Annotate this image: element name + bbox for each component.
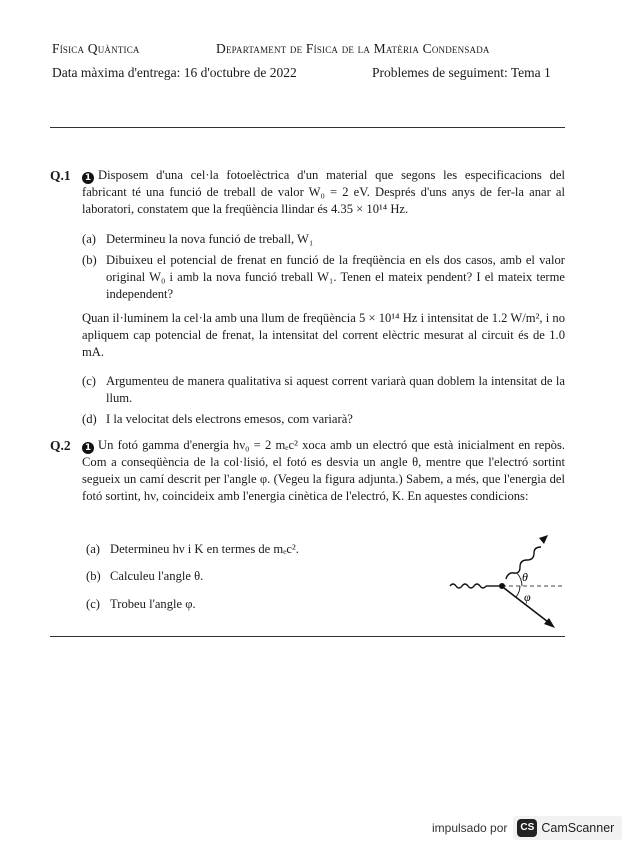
- difficulty-badge: 1: [82, 172, 94, 184]
- q1-intro-text: Disposem d'una cel·la fotoelèctrica d'un material que segons les especificacions del fabricant té una funció de treball de valor W₀ = 2 eV. Després d'uns anys de fer-la anar al laboratori, constatem que la freqüència llindar és 4.35 × 10¹⁴ Hz.: [82, 168, 565, 216]
- item-text: Argumenteu de manera qualitativa si aquest corrent variarà quan doblem la intensitat de la llum.: [106, 374, 565, 405]
- camscanner-name: CamScanner: [541, 821, 615, 835]
- q1-middle-text: Quan il·luminem la cel·la amb una llum de freqüència 5 × 10¹⁴ Hz i intensitat de 1.2 W/m², i no apliquem cap potencial de frenat, la intensitat del corrent elèctric mesurat al circuit és de 1.0 mA.: [82, 311, 565, 359]
- top-divider: [50, 127, 565, 128]
- q2-item-c: [86, 596, 406, 613]
- bottom-divider: [50, 636, 565, 637]
- item-label: (c): [82, 374, 96, 388]
- item-label: (c): [86, 597, 100, 611]
- q1-item-a: [82, 231, 565, 248]
- difficulty-badge: 1: [82, 442, 94, 454]
- item-label: (b): [82, 253, 97, 267]
- powered-by-text: impulsado por: [432, 821, 508, 835]
- item-text: Dibuixeu el potencial de frenat en funció de la freqüència en els dos casos, amb el valor original W₀ i amb la nova funció treball W₁. Tenen el mateix pendent? I el mateix terme independent?: [106, 253, 565, 301]
- camscanner-badge: [513, 816, 622, 840]
- incoming-photon-wave: [450, 584, 486, 588]
- item-text: Calculeu l'angle θ.: [110, 569, 204, 583]
- item-text: Determineu hν i K en termes de mₑc².: [110, 542, 299, 556]
- q1-intro: [82, 167, 565, 218]
- phi-label: φ: [524, 590, 531, 604]
- item-text: I la velocitat dels electrons emesos, com variarà?: [106, 412, 353, 426]
- q2-label: Q.2: [50, 438, 71, 453]
- item-text: Trobeu l'angle φ.: [110, 597, 196, 611]
- compton-scattering-figure: [440, 525, 570, 635]
- camscanner-watermark: [432, 816, 622, 840]
- problems-topic: Problemes de seguiment: Tema 1: [372, 65, 551, 80]
- course-title: Física Quàntica: [52, 41, 140, 56]
- q2-item-a: [86, 541, 406, 558]
- q2-intro: [82, 437, 565, 505]
- q2-intro-text: Un fotó gamma d'energia hν₀ = 2 mₑc² xoca amb un electró que està inicialment en repòs. Com a conseqüència de la col·lisió, el fotó es desvia un angle θ, mentre que l'electró sortint segueix un camí descrit per l'angle φ. (Vegeu la figura adjunta.) Sabem, a més, que l'energia del fotó sortint, hν, coincideix amb l'energia cinètica de l'electró, K. En aquestes condicions:: [82, 438, 565, 503]
- item-label: (a): [82, 232, 96, 246]
- camscanner-logo-icon: CS: [517, 819, 537, 837]
- deadline-text: Data màxima d'entrega: 16 d'octubre de 2022: [52, 65, 297, 80]
- q1-item-d: [82, 411, 565, 428]
- item-text: Determineu la nova funció de treball, W₁: [106, 232, 314, 246]
- department-name: Departament de Física de la Matèria Condensada: [216, 41, 490, 56]
- phi-arc: [516, 586, 520, 597]
- q2-item-b: [86, 568, 406, 585]
- q1-item-b: [82, 252, 565, 303]
- item-label: (b): [86, 569, 101, 583]
- item-label: (a): [86, 542, 100, 556]
- theta-label: θ: [522, 570, 528, 584]
- q1-label: Q.1: [50, 168, 71, 183]
- q1-item-c: [82, 373, 565, 407]
- item-label: (d): [82, 412, 97, 426]
- scattered-photon-arrow-icon: [539, 535, 548, 544]
